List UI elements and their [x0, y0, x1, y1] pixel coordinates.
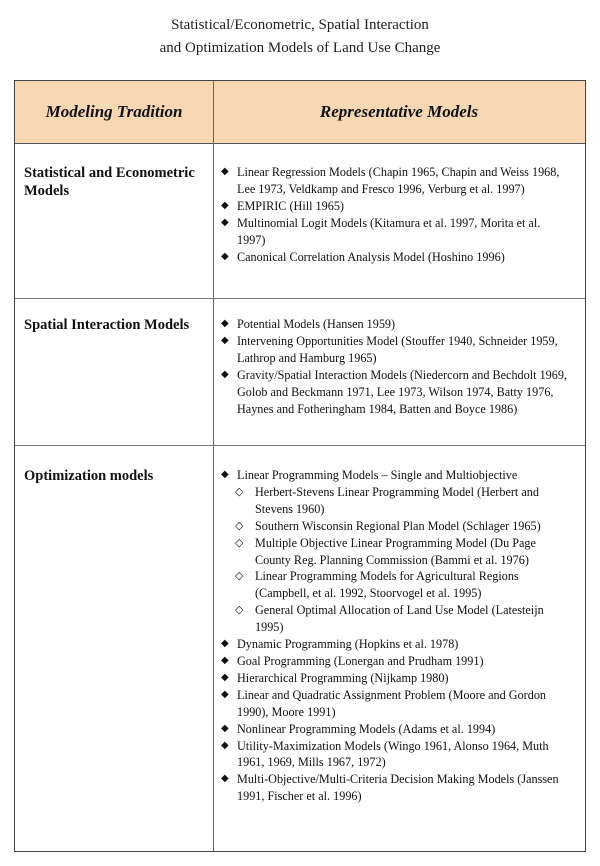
diamond-bullet-icon: ◆: [221, 368, 229, 380]
sub-list-item: ◇ Herbert-Stevens Linear Programming Model (Herbert and Stevens 1960): [235, 484, 539, 516]
diamond-bullet-icon: ◆: [221, 199, 229, 211]
list-item: ◆ Gravity/Spatial Interaction Models (Niedercorn and Bechdolt 1969, Golob and Beckmann 1971, Lee 1973, Wilson 1974, Batty 1976, Haynes and Fotheringham 1984, Batten and Boyce 1986): [221, 367, 567, 416]
header-representative-models: Representative Models: [319, 102, 479, 121]
diamond-bullet-icon: ◆: [221, 654, 229, 666]
diamond-bullet-icon: ◆: [221, 773, 229, 785]
category-spatial: Spatial Interaction Models: [24, 317, 190, 333]
list-item: ◆ Intervening Opportunities Model (Stouffer 1940, Schneider 1959, Lathrop and Hamburg 1965): [221, 333, 558, 365]
hollow-diamond-bullet-icon: ◇: [235, 570, 244, 583]
list-item: ◆ Hierarchical Programming (Nijkamp 1980): [221, 670, 449, 685]
diamond-bullet-icon: ◆: [221, 469, 229, 480]
list-item: ◆ Potential Models (Hansen 1959): [221, 317, 396, 331]
list-item: ◆ Linear Programming Models – Single and Multiobjective: [221, 468, 518, 482]
list-item: ◆ Linear and Quadratic Assignment Problem (Moore and Gordon 1990), Moore 1991): [221, 687, 547, 719]
category-statistical: Statistical and Econometric Models: [24, 165, 195, 199]
diamond-bullet-icon: ◆: [221, 250, 229, 262]
table-row-optimization: [15, 446, 585, 851]
sub-list-item: ◇ Linear Programming Models for Agricultural Regions (Campbell, et al. 1992, Stoorvogel et al. 1995): [235, 569, 519, 601]
document-title: [0, 14, 600, 60]
diamond-bullet-icon: ◆: [221, 216, 229, 228]
list-item: ◆ EMPIRIC (Hill 1965): [221, 198, 344, 213]
category-optimization: Optimization models: [24, 468, 154, 484]
sub-list-item: ◇ General Optimal Allocation of Land Use Model (Latesteijn 1995): [235, 603, 544, 635]
list-item: ◆ Nonlinear Programming Models (Adams et al. 1994): [221, 721, 496, 736]
hollow-diamond-bullet-icon: ◇: [235, 536, 244, 549]
models-list-optimization: [221, 467, 567, 805]
header-modeling-tradition: Modeling Tradition: [45, 102, 183, 121]
list-item: ◆ Goal Programming (Lonergan and Prudham 1991): [221, 653, 484, 668]
diamond-bullet-icon: ◆: [221, 688, 229, 700]
sub-list-item: ◇ Multiple Objective Linear Programming Model (Du Page County Reg. Planning Commission (Bammi et al. 1976): [235, 535, 536, 567]
title-line-1: Statistical/Econometric, Spatial Interaction: [171, 17, 429, 33]
diamond-bullet-icon: ◆: [221, 638, 229, 650]
diamond-bullet-icon: ◆: [221, 334, 229, 346]
list-item: ◆ Utility-Maximization Models (Wingo 1961, Alonso 1964, Muth 1961, 1969, Mills 1967, 1972): [221, 738, 549, 770]
diamond-bullet-icon: ◆: [221, 318, 229, 329]
list-item: ◆ Multinomial Logit Models (Kitamura et al. 1997, Morita et al. 1997): [221, 215, 541, 247]
models-table: [14, 80, 586, 852]
diamond-bullet-icon: ◆: [221, 166, 229, 177]
title-line-2: and Optimization Models of Land Use Change: [159, 40, 441, 56]
hollow-diamond-bullet-icon: ◇: [235, 519, 244, 532]
table-header: [15, 81, 585, 144]
hollow-diamond-bullet-icon: ◇: [235, 604, 244, 617]
models-list-spatial: [221, 316, 567, 417]
diamond-bullet-icon: ◆: [221, 739, 229, 751]
diamond-bullet-icon: ◆: [221, 671, 229, 683]
list-item: ◆ Linear Regression Models (Chapin 1965, Chapin and Weiss 1968, Lee 1973, Veldkamp and Fresco 1996, Verburg et al. 1997): [221, 165, 560, 196]
sub-list-item: ◇ Southern Wisconsin Regional Plan Model (Schlager 1965): [235, 518, 541, 533]
list-item: ◆ Multi-Objective/Multi-Criteria Decision Making Models (Janssen 1991, Fischer et al. 1996): [221, 772, 559, 804]
list-item: ◆ Canonical Correlation Analysis Model (Hoshino 1996): [221, 249, 505, 264]
diamond-bullet-icon: ◆: [221, 722, 229, 734]
list-item: ◆ Dynamic Programming (Hopkins et al. 1978): [221, 637, 459, 652]
table-row-statistical: [15, 144, 585, 299]
models-list-statistical: [221, 164, 567, 265]
hollow-diamond-bullet-icon: ◇: [235, 485, 244, 498]
table-row-spatial: [15, 299, 585, 446]
